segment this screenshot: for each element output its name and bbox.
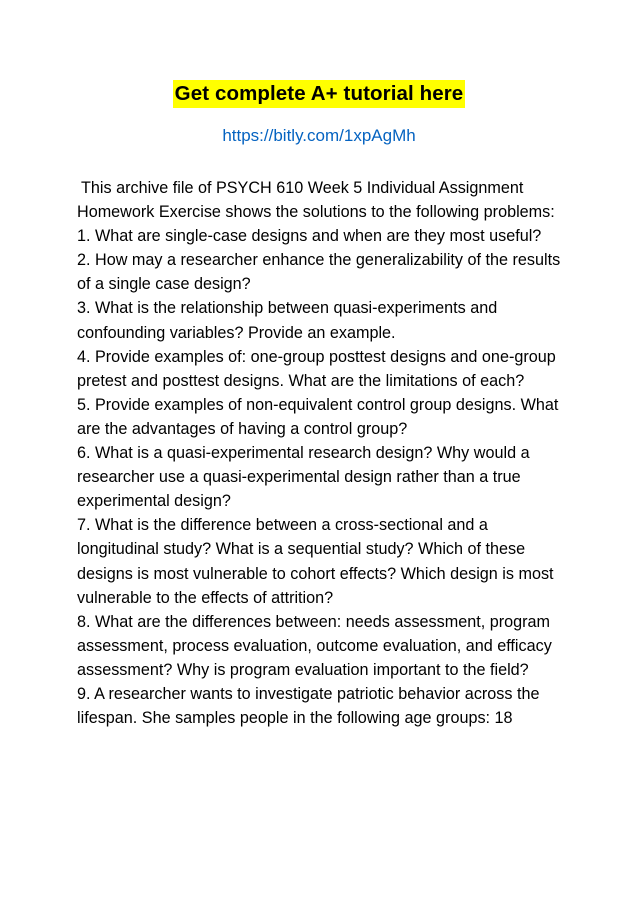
question-3: 3. What is the relationship between quasi-experiments and confounding variables? Provide an example. xyxy=(77,299,498,342)
page-title: Get complete A+ tutorial here xyxy=(173,80,466,108)
question-5: 5. Provide examples of non-equivalent control group designs. What are the advantages of having a control group? xyxy=(77,395,559,438)
link-container xyxy=(0,124,638,148)
question-6: 6. What is a quasi-experimental research design? Why would a researcher use a quasi-experimental design rather than a true experimental design? xyxy=(77,444,530,511)
question-4: 4. Provide examples of: one-group posttest designs and one-group pretest and posttest designs. What are the limitations of each? xyxy=(77,347,556,390)
title-container xyxy=(0,80,638,108)
question-2: 2. How may a researcher enhance the generalizability of the results of a single case design? xyxy=(77,251,561,294)
document-body xyxy=(77,176,569,730)
tutorial-link[interactable]: https://bitly.com/1xpAgMh xyxy=(222,126,416,145)
question-8: 8. What are the differences between: needs assessment, program assessment, process evaluation, outcome evaluation, and efficacy assessment? Why is program evaluation important to the field? xyxy=(77,612,552,679)
question-9: 9. A researcher wants to investigate patriotic behavior across the lifespan. She samples people in the following age groups: 18 xyxy=(77,684,540,728)
question-7: 7. What is the difference between a cross-sectional and a longitudinal study? What is a sequential study? Which of these designs is most vulnerable to cohort effects? Which design is most vulnerable to the effects of attrition? xyxy=(77,516,554,607)
intro-paragraph: This archive file of PSYCH 610 Week 5 Individual Assignment Homework Exercise shows the solutions to the following problems: 1. What are single-case designs and when are they most useful? xyxy=(77,179,555,246)
